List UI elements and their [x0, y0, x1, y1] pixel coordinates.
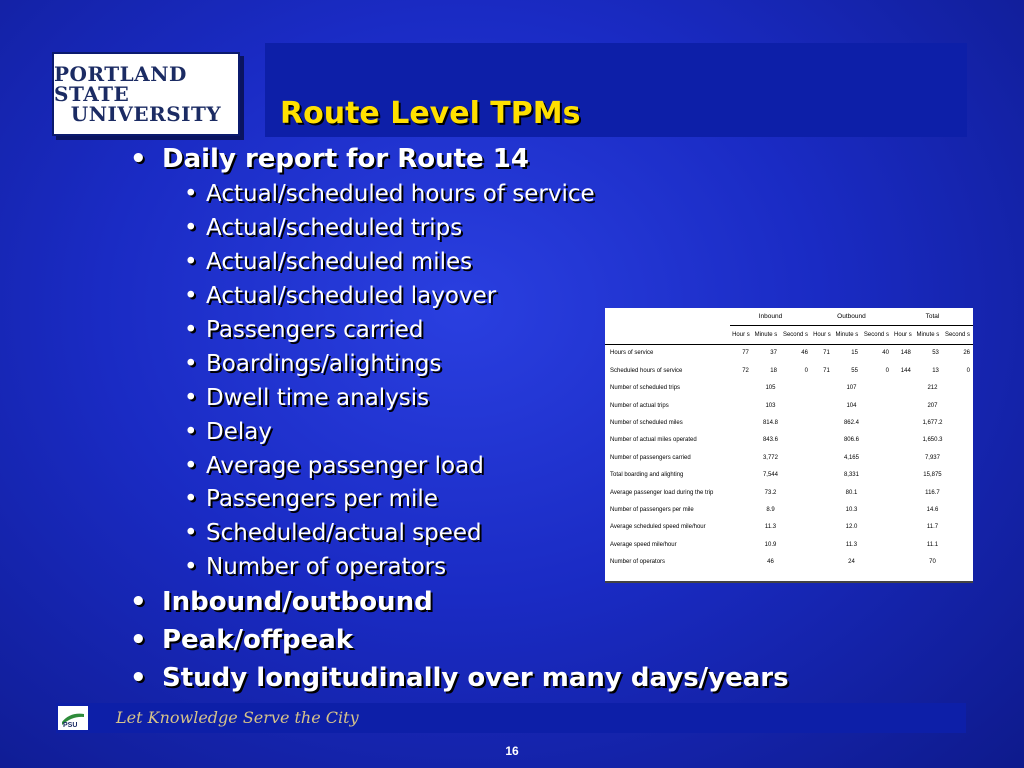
row-label: Number of passengers per mile: [610, 506, 694, 513]
table-row: [605, 536, 973, 553]
table-cell-total: 7,937: [924, 454, 940, 461]
sub-bullet-item: [184, 419, 272, 445]
bullet-marker: •: [184, 249, 198, 275]
table-row: [605, 553, 973, 570]
bullet-text: Passengers carried: [206, 317, 424, 343]
bullet-marker: •: [184, 351, 198, 377]
row-label: Average passenger load during the trip: [610, 489, 714, 496]
row-label: Average speed mile/hour: [610, 541, 677, 548]
bullet-item: [130, 663, 789, 693]
table-cell: 144: [900, 367, 911, 374]
table-cell: 53: [932, 350, 939, 357]
page-number: 16: [505, 744, 519, 758]
footer-tagline: Let Knowledge Serve the City: [116, 708, 359, 727]
bullet-text: Actual/scheduled hours of service: [206, 181, 595, 207]
bullet-marker: •: [184, 554, 198, 580]
bullet-marker: •: [184, 520, 198, 546]
table-cell-inbound: 105: [765, 385, 776, 392]
bullet-text: Inbound/outbound: [162, 587, 433, 617]
table-cell-inbound: 10.9: [764, 541, 777, 548]
report-subheader: Hour s: [892, 326, 914, 344]
sub-bullet-item: [184, 249, 472, 275]
bullet-marker: •: [184, 486, 198, 512]
table-cell-total: 70: [929, 559, 936, 566]
table-cell: 0: [804, 367, 808, 374]
table-cell-outbound: 12.0: [845, 524, 858, 531]
table-row: [605, 397, 973, 414]
psu-logo-icon: [58, 706, 88, 730]
row-label: Number of actual trips: [610, 402, 669, 409]
sub-bullet-item: [184, 283, 496, 309]
bullet-marker: •: [184, 283, 198, 309]
table-cell-inbound: 3,772: [762, 454, 778, 461]
sub-bullet-item: [184, 181, 595, 207]
table-cell: 46: [801, 350, 808, 357]
report-group-header: Inbound: [730, 308, 811, 326]
table-cell-outbound: 104: [846, 402, 857, 409]
table-cell: 0: [966, 367, 970, 374]
table-row: [605, 380, 973, 397]
table-cell: 40: [882, 350, 889, 357]
table-cell-outbound: 862.4: [843, 420, 859, 427]
table-cell: 71: [823, 350, 830, 357]
table-cell: 15: [851, 350, 858, 357]
table-cell: 0: [885, 367, 889, 374]
table-cell-outbound: 8,331: [843, 472, 859, 479]
sub-bullet-item: [184, 554, 446, 580]
table-cell-outbound: 107: [846, 385, 857, 392]
table-cell-total: 14.6: [926, 506, 939, 513]
table-cell-total: 207: [927, 402, 938, 409]
table-cell: 13: [932, 367, 939, 374]
table-cell-inbound: 46: [767, 559, 774, 566]
table-cell-outbound: 4,165: [843, 454, 859, 461]
table-cell-total: 1,650.3: [922, 437, 943, 444]
bullet-marker: •: [130, 663, 147, 693]
table-cell-outbound: 80.1: [845, 489, 858, 496]
table-cell-inbound: 814.8: [762, 420, 778, 427]
bullet-marker: •: [184, 385, 198, 411]
row-label: Number of passengers carried: [610, 454, 691, 461]
table-cell-inbound: 843.6: [762, 437, 778, 444]
university-logo: [52, 52, 240, 136]
logo-line-2: UNIVERSITY: [70, 102, 222, 126]
bullet-text: Delay: [206, 419, 272, 445]
report-subheader: Hour s: [811, 326, 833, 344]
row-label: Number of scheduled miles: [610, 420, 683, 427]
table-cell-inbound: 103: [765, 402, 776, 409]
bullet-marker: •: [184, 419, 198, 445]
bullet-marker: •: [130, 625, 147, 655]
sub-bullet-item: [184, 215, 462, 241]
report-group-header: Outbound: [811, 308, 892, 326]
sub-bullet-item: [184, 385, 429, 411]
table-row: [605, 414, 973, 431]
bullet-item: [130, 144, 529, 174]
row-label: Total boarding and alighting: [610, 472, 684, 479]
bullet-marker: •: [184, 181, 198, 207]
bullet-item: [130, 625, 353, 655]
bullet-marker: •: [130, 144, 147, 174]
table-row: [605, 519, 973, 536]
table-cell-outbound: 24: [848, 559, 855, 566]
table-cell: 18: [770, 367, 777, 374]
table-cell-inbound: 73.2: [764, 489, 777, 496]
table-cell: 71: [823, 367, 830, 374]
bullet-text: Daily report for Route 14: [162, 144, 529, 174]
sub-bullet-item: [184, 520, 482, 546]
bullet-item: [130, 587, 433, 617]
sub-bullet-item: [184, 453, 484, 479]
bullet-marker: •: [130, 587, 147, 617]
row-label: Hours of service: [610, 350, 654, 357]
table-cell-inbound: 8.9: [766, 506, 775, 513]
sub-bullet-item: [184, 317, 424, 343]
report-subheader: Minute s: [914, 326, 942, 344]
bullet-text: Actual/scheduled miles: [206, 249, 473, 275]
table-cell-total: 11.7: [926, 524, 939, 531]
table-row: [605, 484, 973, 501]
bullet-text: Scheduled/actual speed: [206, 520, 482, 546]
table-row: [605, 449, 973, 466]
row-label: Number of actual miles operated: [610, 437, 697, 444]
psu-logo-text: PSU: [63, 722, 78, 728]
table-row: [605, 432, 973, 449]
table-row: [605, 501, 973, 518]
report-subheader: Hour s: [730, 326, 752, 344]
bullet-marker: •: [184, 453, 198, 479]
table-row: [605, 467, 973, 484]
row-label: Scheduled hours of service: [610, 367, 683, 374]
table-cell-total: 212: [927, 385, 938, 392]
bullet-text: Boardings/alightings: [206, 351, 442, 377]
table-cell-outbound: 10.3: [845, 506, 858, 513]
sub-bullet-item: [184, 351, 442, 377]
table-cell: 26: [963, 350, 970, 357]
bullet-text: Number of operators: [206, 554, 447, 580]
bullet-marker: •: [184, 215, 198, 241]
bullet-text: Average passenger load: [206, 453, 484, 479]
bullet-text: Actual/scheduled layover: [206, 283, 497, 309]
report-subheader: Second s: [861, 326, 892, 344]
slide-title: Route Level TPMs: [280, 96, 581, 131]
route-report-table: [605, 308, 973, 583]
report-subheader: Second s: [780, 326, 811, 344]
table-cell-inbound: 7,544: [762, 472, 778, 479]
bullet-text: Study longitudinally over many days/years: [162, 663, 789, 693]
table-cell-inbound: 11.3: [764, 524, 777, 531]
report-table: [605, 308, 973, 571]
bullet-text: Peak/offpeak: [162, 625, 354, 655]
table-cell-total: 11.1: [926, 541, 939, 548]
report-subheader: Minute s: [752, 326, 780, 344]
report-group-header: Total: [892, 308, 973, 326]
bullet-text: Dwell time analysis: [206, 385, 430, 411]
bullet-text: Actual/scheduled trips: [206, 215, 463, 241]
report-subheader: Second s: [942, 326, 973, 344]
table-cell-total: 15,875: [923, 472, 942, 479]
table-cell: 77: [742, 350, 749, 357]
bullet-text: Passengers per mile: [206, 486, 438, 512]
bullet-marker: •: [184, 317, 198, 343]
row-label: Number of operators: [610, 559, 666, 566]
table-cell: 55: [851, 367, 858, 374]
report-subheader: Minute s: [833, 326, 861, 344]
sub-bullet-item: [184, 486, 438, 512]
table-cell: 37: [770, 350, 777, 357]
table-cell-total: 1,677.2: [922, 420, 943, 427]
row-label: Number of scheduled trips: [610, 385, 681, 392]
table-cell-total: 116.7: [925, 489, 940, 496]
row-label: Average scheduled speed mile/hour: [610, 524, 706, 531]
table-row: [605, 344, 973, 362]
table-cell-outbound: 806.6: [843, 437, 859, 444]
table-cell: 72: [742, 367, 749, 374]
table-cell-outbound: 11.3: [845, 541, 858, 548]
table-row: [605, 362, 973, 379]
table-cell: 148: [900, 350, 911, 357]
logo-line-1: PORTLAND STATE: [54, 62, 187, 106]
